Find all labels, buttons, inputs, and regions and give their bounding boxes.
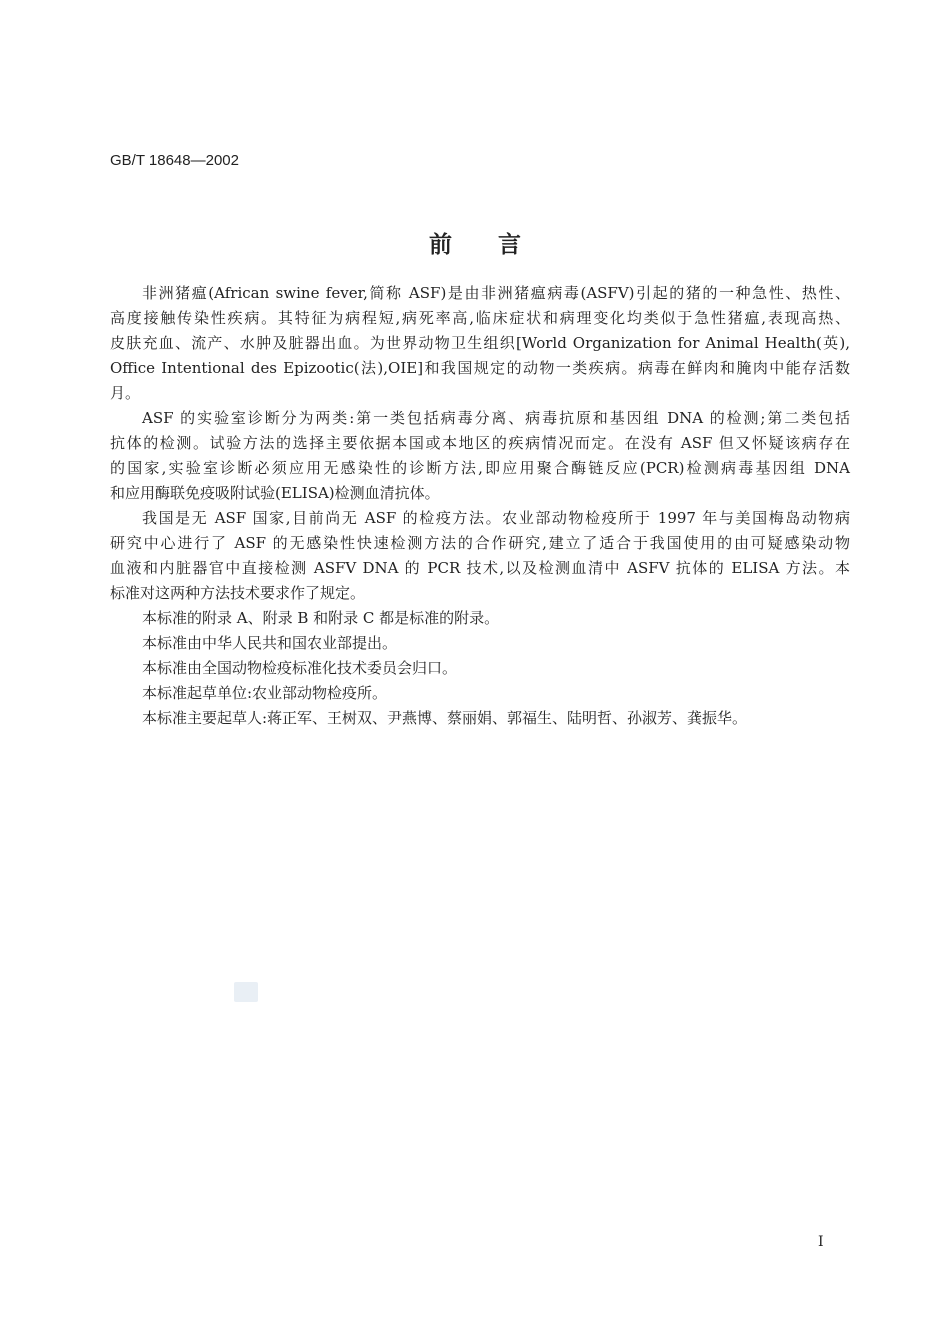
paragraph xyxy=(110,681,850,706)
text-line: 血液和内脏器官中直接检测 ASFV DNA 的 PCR 技术,以及检测血清中 ASFV 抗体的 ELISA 方法。本 xyxy=(110,559,850,577)
faint-stamp-mark xyxy=(234,982,258,1002)
paragraph xyxy=(110,281,850,406)
text-line: 研究中心进行了 ASF 的无感染性快速检测方法的合作研究,建立了适合于我国使用的由可疑感染动物 xyxy=(110,534,850,552)
text-line: 本标准主要起草人:蒋正军、王树双、尹燕博、蔡丽娟、郭福生、陆明哲、孙淑芳、龚振华。 xyxy=(142,709,748,727)
text-line: Office Intentional des Epizootic(法),OIE]和我国规定的动物一类疾病。病毒在鲜肉和腌肉中能存活数 xyxy=(110,359,850,377)
text-line: 本标准起草单位:农业部动物检疫所。 xyxy=(142,684,388,702)
text-line: 本标准的附录 A、附录 B 和附录 C 都是标准的附录。 xyxy=(142,609,500,627)
text-line: 本标准由全国动物检疫标准化技术委员会归口。 xyxy=(142,659,458,677)
paragraph xyxy=(110,656,850,681)
text-line: ASF 的实验室诊断分为两类:第一类包括病毒分离、病毒抗原和基因组 DNA 的检测;第二类包括 xyxy=(142,409,850,427)
text-line: 本标准由中华人民共和国农业部提出。 xyxy=(142,634,398,652)
paragraph xyxy=(110,506,850,606)
page-number: I xyxy=(818,1234,824,1250)
paragraph xyxy=(110,406,850,506)
text-line: 非洲猪瘟(African swine fever,简称 ASF)是由非洲猪瘟病毒(ASFV)引起的猪的一种急性、热性、 xyxy=(142,284,850,302)
text-line: 月。 xyxy=(110,384,141,402)
foreword-body xyxy=(110,281,850,731)
paragraph xyxy=(110,631,850,656)
text-line: 和应用酶联免疫吸附试验(ELISA)检测血清抗体。 xyxy=(110,484,440,502)
standard-code: GB/T 18648—2002 xyxy=(110,152,239,169)
paragraph xyxy=(110,606,850,631)
text-line: 高度接触传染性疾病。其特征为病程短,病死率高,临床症状和病理变化均类似于急性猪瘟,表现高热、 xyxy=(110,309,850,327)
text-line: 标准对这两种方法技术要求作了规定。 xyxy=(110,584,366,602)
text-line: 皮肤充血、流产、水肿及脏器出血。为世界动物卫生组织[World Organization for Animal Health(英), xyxy=(110,334,850,352)
page-title: 前言 xyxy=(429,231,567,258)
text-line: 的国家,实验室诊断必须应用无感染性的诊断方法,即应用聚合酶链反应(PCR)检测病毒基因组 DNA xyxy=(110,459,850,477)
paragraph xyxy=(110,706,850,731)
text-line: 我国是无 ASF 国家,目前尚无 ASF 的检疫方法。农业部动物检疫所于 1997 年与美国梅岛动物病 xyxy=(142,509,850,527)
text-line: 抗体的检测。试验方法的选择主要依据本国或本地区的疾病情况而定。在没有 ASF 但又怀疑该病存在 xyxy=(110,434,850,452)
